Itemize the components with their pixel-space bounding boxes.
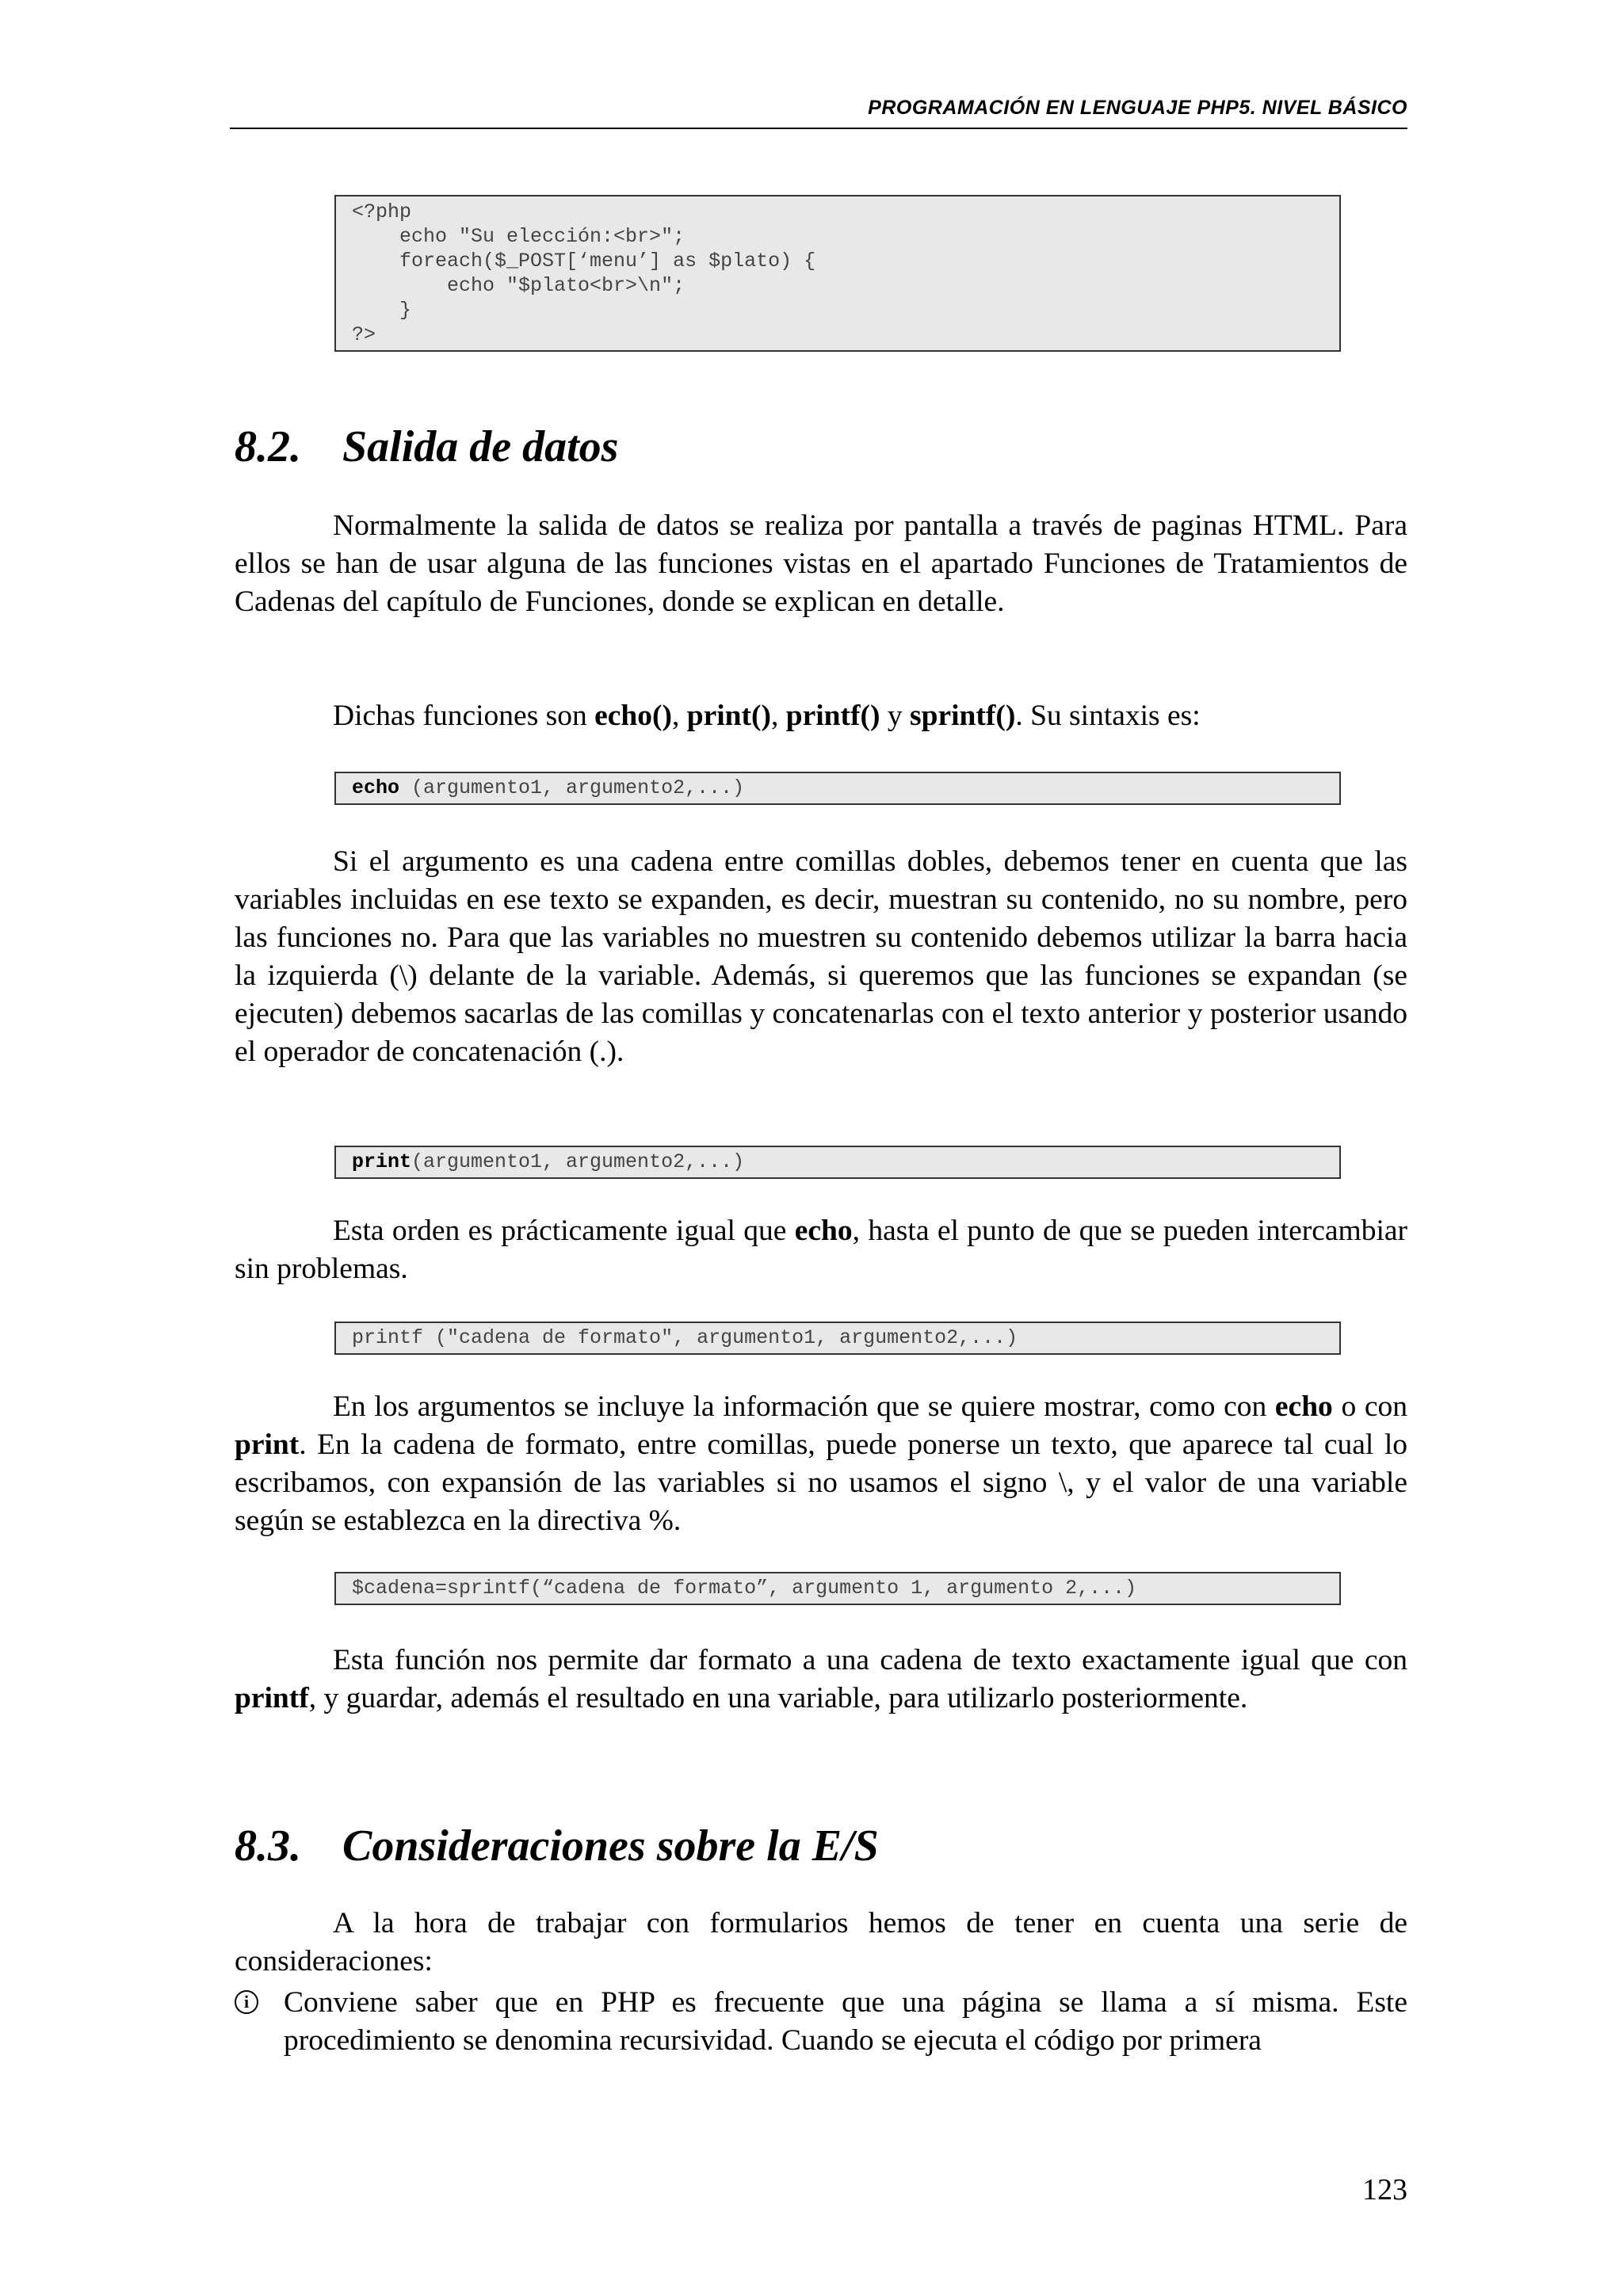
section-heading-8-3 xyxy=(235,1821,879,1871)
code-line: } xyxy=(352,299,412,322)
paragraph-print-explanation: Esta orden es prácticamente igual que echo, hasta el punto de que se pueden intercambiar sin problemas. xyxy=(235,1215,1408,1285)
paragraph-output-intro: Normalmente la salida de datos se realiza por pantalla a través de paginas HTML. Para ellos se han de usar alguna de las funciones vistas en el apartado Funciones de Tratamientos de Cadenas del capítulo de Funciones, donde se explican en detalle. xyxy=(235,509,1407,618)
section-title: Salida de datos xyxy=(342,422,619,471)
section-heading-8-2 xyxy=(235,421,618,472)
paragraph-considerations-intro: A la hora de trabajar con formularios hemos de tener en cuenta una serie de consideraciones: xyxy=(235,1907,1407,1978)
code-keyword: print xyxy=(352,1150,412,1173)
code-block-sprintf: $cadena=sprintf(“cadena de formato”, argumento 1, argumento 2,...) xyxy=(334,1572,1341,1605)
code-block-print: print(argumento1, argumento2,...) xyxy=(334,1146,1341,1179)
bullet-text: Conviene saber que en PHP es frecuente que una página se llama a sí misma. Este procedimiento se denomina recursividad. Cuando se ejecuta el código por primera xyxy=(284,1986,1407,2057)
code-line: ?> xyxy=(352,323,376,346)
paragraph-sprintf-explanation: Esta función nos permite dar formato a una cadena de texto exactamente igual que con printf, y guardar, además el resultado en una variable, para utilizarlo posteriormente. xyxy=(235,1644,1407,1714)
page-number: 123 xyxy=(1362,2173,1407,2206)
function-name: echo() xyxy=(594,700,673,732)
code-line: echo "Su elección:<br>"; xyxy=(352,225,685,248)
code-block-printf: printf ("cadena de formato", argumento1, argumento2,...) xyxy=(334,1322,1341,1355)
paragraph-printf-explanation: En los argumentos se incluye la información que se quiere mostrar, como con echo o con print. En la cadena de formato, entre comillas, puede ponerse un texto, que aparece tal cual lo escribamos, con expansión de las variables si no usamos el signo \, y el valor de una variable según se establezca en la directiva %. xyxy=(235,1390,1407,1537)
section-title: Consideraciones sobre la E/S xyxy=(342,1821,879,1871)
code-block-foreach xyxy=(334,195,1341,352)
info-icon: i xyxy=(235,1990,258,2014)
paragraph-echo-explanation: Si el argumento es una cadena entre comillas dobles, debemos tener en cuenta que las variables incluidas en ese texto se expanden, es decir, muestran su contenido, no su nombre, pero las funciones no. Para que las variables no muestren su contenido debemos utilizar la barra hacia la izquierda (\) delante de la variable. Además, si queremos que las funciones se expandan (se ejecuten) debemos sacarlas de las comillas y concatenarlas con el texto anterior y posterior usando el operador de concatenación (.). xyxy=(235,845,1407,1068)
function-name: sprintf() xyxy=(910,700,1016,732)
section-number: 8.3. xyxy=(235,1821,301,1871)
function-name: printf() xyxy=(785,700,880,732)
section-number: 8.2. xyxy=(235,422,301,471)
code-line: echo "$plato<br>\n"; xyxy=(352,274,685,297)
code-line: foreach($_POST[‘menu’] as $plato) { xyxy=(352,250,816,273)
function-name: print() xyxy=(686,700,772,732)
paragraph-functions-list: Dichas funciones son echo(), print(), printf() y sprintf(). Su sintaxis es: xyxy=(333,700,1201,732)
code-block-echo: echo (argumento1, argumento2,...) xyxy=(334,772,1341,805)
code-keyword: echo xyxy=(352,776,400,799)
bullet-item-recursion xyxy=(235,1984,1407,2060)
running-header: PROGRAMACIÓN EN LENGUAJE PHP5. NIVEL BÁSICO xyxy=(230,97,1407,129)
code-line: <?php xyxy=(352,200,412,223)
